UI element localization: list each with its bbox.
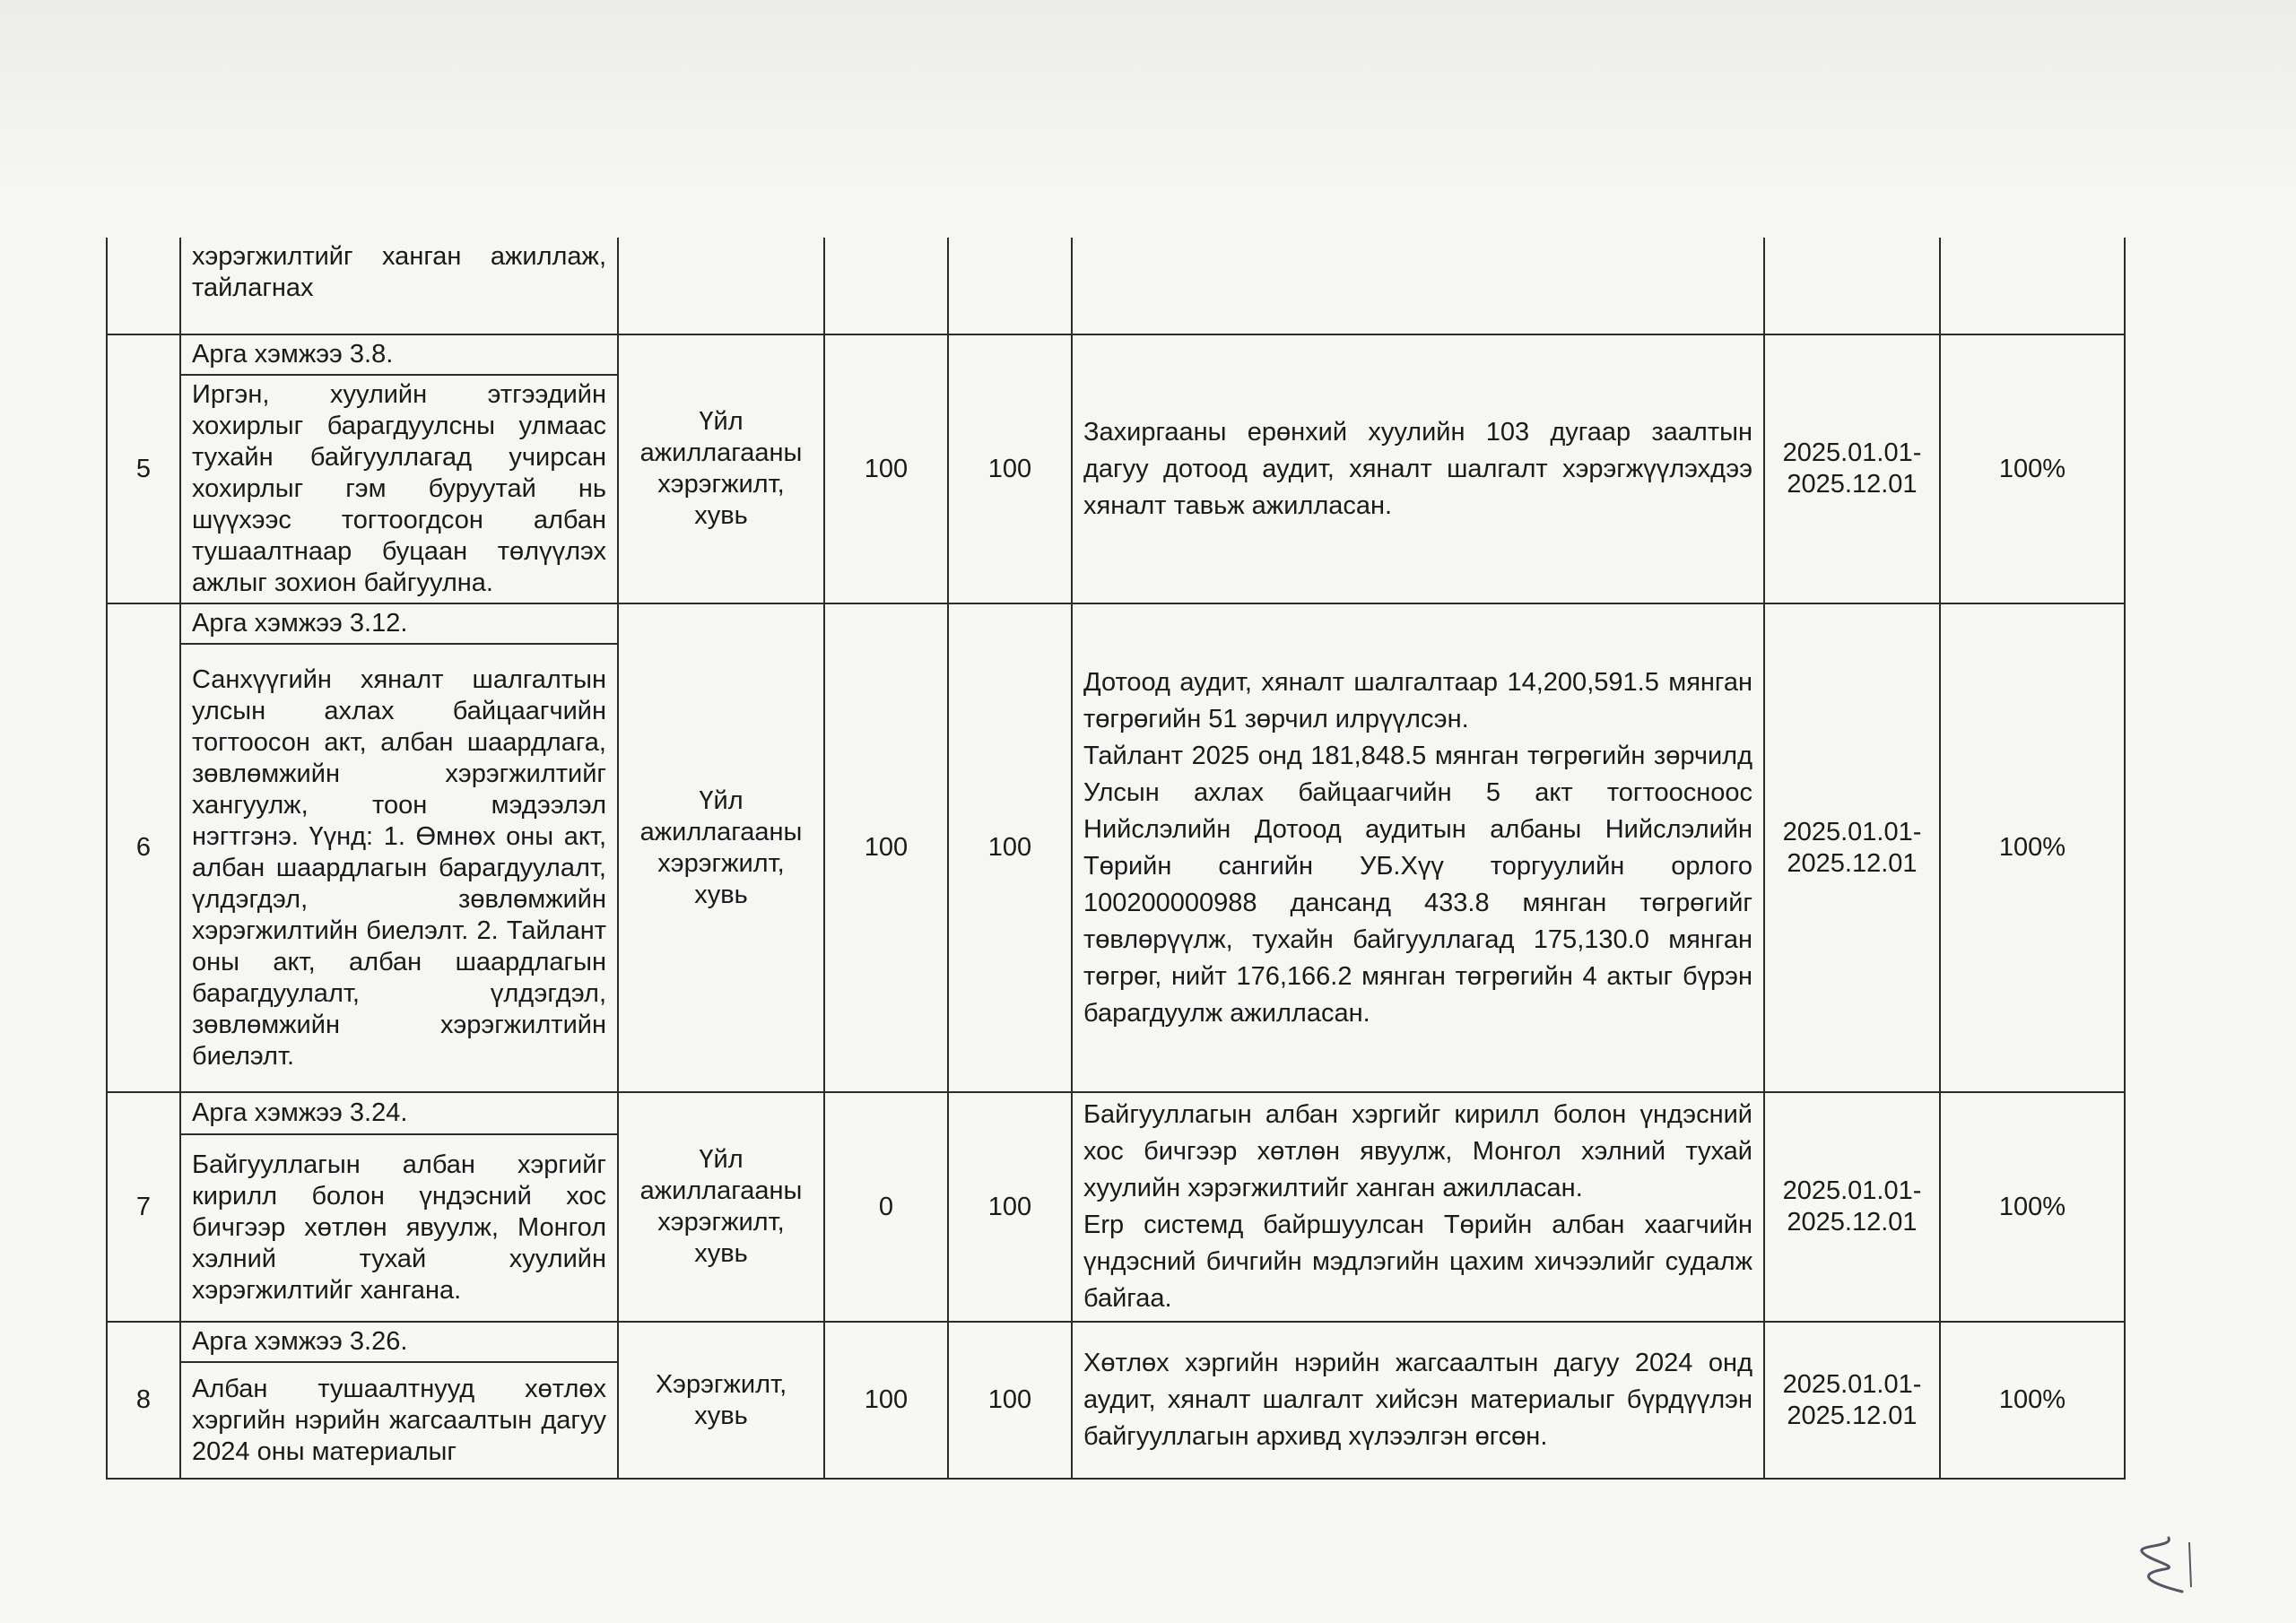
cell-measure-title: Арга хэмжээ 3.26. <box>180 1322 618 1362</box>
cell-type <box>618 238 824 334</box>
report-table <box>106 238 2126 1480</box>
cell-baseline: 100 <box>824 1322 948 1479</box>
cell-result <box>1072 238 1764 334</box>
cell-date: 2025.01.01-2025.12.01 <box>1764 334 1940 603</box>
cell-date: 2025.01.01-2025.12.01 <box>1764 1092 1940 1322</box>
cell-target: 100 <box>948 603 1072 1092</box>
cell-description: Албан тушаалтнууд хөтлөх хэргийн нэрийн жагсаалтын дагуу 2024 оны материалыг <box>180 1362 618 1479</box>
result-paragraph: Тайлант 2025 онд 181,848.5 мянган төгрөгийн зөрчилд Улсын ахлах байцаагчийн 5 акт тогтоосноос Нийслэлийн Дотоод аудитын албаны Нийслэлийн Төрийн сангийн УБ.Хүү торгуулийн орлого 100200000988 дансанд 433.8 мянган төгрөгийг төвлөрүүлж, тухайн байгууллагад 175,130.0 мянган төгрөг, нийт 176,166.2 мянган төгрөгийн 4 актыг бүрэн барагдуулж ажилласан. <box>1083 741 1752 1028</box>
cell-date: 2025.01.01-2025.12.01 <box>1764 603 1940 1092</box>
cell-percent: 100% <box>1940 1322 2125 1479</box>
cell-measure-title: Арга хэмжээ 3.8. <box>180 334 618 375</box>
cell-target <box>948 238 1072 334</box>
cell-date <box>1764 238 1940 334</box>
cell-baseline: 100 <box>824 334 948 603</box>
cell-target: 100 <box>948 1322 1072 1479</box>
cell-type: Үйл ажиллагааны хэрэгжилт, хувь <box>618 1092 824 1322</box>
table-row <box>107 334 2125 375</box>
table-row <box>107 603 2125 644</box>
table-row <box>107 1322 2125 1362</box>
cell-result: Захиргааны ерөнхий хуулийн 103 дугаар заалтын дагуу дотоод аудит, хяналт шалгалт хэрэгжүүлэхдээ хяналт тавьж ажилласан. <box>1072 334 1764 603</box>
cell-target: 100 <box>948 1092 1072 1322</box>
cell-baseline: 100 <box>824 603 948 1092</box>
cell-percent <box>1940 238 2125 334</box>
cell-target: 100 <box>948 334 1072 603</box>
cell-baseline <box>824 238 948 334</box>
cell-baseline: 0 <box>824 1092 948 1322</box>
cell-number: 8 <box>107 1322 180 1479</box>
cell-description: Санхүүгийн хяналт шалгалтын улсын ахлах байцаагчийн тогтоосон акт, албан шаардлага, зөвлөмжийн хэрэгжилтийг хангуулж, тоон мэдээлэл нэгтгэнэ. Үүнд: 1. Өмнөх оны акт, албан шаардлагын барагдуулалт, үлдэгдэл, зөвлөмжийн хэрэгжилтийн биелэлт. 2. Тайлант оны акт, албан шаардлагын барагдуулалт, үлдэгдэл, зөвлөмжийн хэрэгжилтийн биелэлт. <box>180 644 618 1092</box>
cell-measure-title: Арга хэмжээ 3.12. <box>180 603 618 644</box>
table-row <box>107 1092 2125 1134</box>
result-paragraph: Дотоод аудит, хяналт шалгалтаар 14,200,591.5 мянган төгрөгийн 51 зөрчил илрүүлсэн. <box>1083 667 1752 733</box>
cell-number: 7 <box>107 1092 180 1322</box>
handwritten-initials <box>2119 1529 2200 1601</box>
cell-type: Үйл ажиллагааны хэрэгжилт, хувь <box>618 334 824 603</box>
cell-percent: 100% <box>1940 334 2125 603</box>
cell-description: Иргэн, хуулийн этгээдийн хохирлыг барагдуулсны улмаас тухайн байгууллагад учирсан хохирлыг гэм буруутай нь шүүхээс тогтоогдсон албан тушаалтнаар буцаан төлүүлэх ажлыг зохион байгуулна. <box>180 375 618 603</box>
cell-type: Хэрэгжилт, хувь <box>618 1322 824 1479</box>
cell-description: хэрэгжилтийг ханган ажиллаж, тайлагнах <box>180 238 618 334</box>
cell-result <box>1072 603 1764 1092</box>
result-paragraph: Erp системд байршуулсан Төрийн албан хаагчийн үндэсний бичгийн мэдлэгийн цахим хичээлийг судалж байгаа. <box>1083 1211 1752 1313</box>
cell-percent: 100% <box>1940 603 2125 1092</box>
cell-number <box>107 238 180 334</box>
cell-date: 2025.01.01-2025.12.01 <box>1764 1322 1940 1479</box>
table-row-continuation <box>107 238 2125 334</box>
result-paragraph: Байгууллагын албан хэргийг кирилл болон үндэсний хос бичгээр хөтлөн явуулж, Монгол хэлний тухай хуулийн хэрэгжилтийг ханган ажилласан. <box>1083 1100 1752 1202</box>
cell-number: 5 <box>107 334 180 603</box>
cell-number: 6 <box>107 603 180 1092</box>
cell-percent: 100% <box>1940 1092 2125 1322</box>
cell-description: Байгууллагын албан хэргийг кирилл болон үндэсний хос бичгээр хөтлөн явуулж, Монгол хэлний тухай хуулийн хэрэгжилтийг хангана. <box>180 1134 618 1322</box>
cell-measure-title: Арга хэмжээ 3.24. <box>180 1092 618 1134</box>
cell-result: Хөтлөх хэргийн нэрийн жагсаалтын дагуу 2024 онд аудит, хяналт шалгалт хийсэн материалыг бүрдүүлэн байгууллагын архивд хүлээлгэн өгсөн. <box>1072 1322 1764 1479</box>
cell-result <box>1072 1092 1764 1322</box>
cell-type: Үйл ажиллагааны хэрэгжилт, хувь <box>618 603 824 1092</box>
